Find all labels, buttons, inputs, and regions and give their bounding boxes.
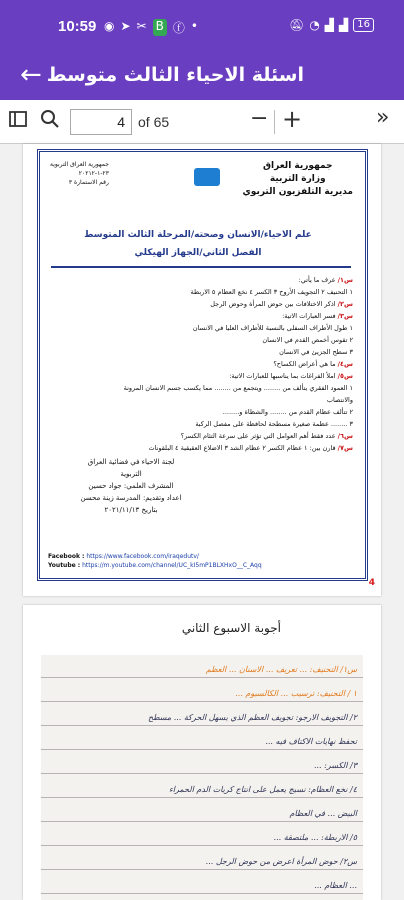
header-right-line: وزارة التربية (269, 174, 326, 184)
expand-toolbar-button[interactable]: » (376, 105, 390, 130)
notebook-line (41, 821, 363, 822)
status-time: 10:59 (58, 18, 97, 35)
signal-icon: ▟ (324, 18, 335, 32)
question-list (43, 274, 353, 454)
subject-title-block (43, 226, 353, 262)
toolbar-divider (274, 110, 275, 134)
handwriting-line: ... العظام ... (314, 881, 357, 890)
signature-line: اعداد وتقديم: المدرسة زينة محسن (80, 494, 182, 502)
page-number-input[interactable] (70, 109, 132, 135)
answers-heading: أجوبة الاسبوع الثاني (181, 621, 281, 635)
notebook-line (41, 701, 363, 702)
search-icon[interactable] (40, 109, 60, 134)
notebook-line (41, 893, 363, 894)
header-left (50, 160, 109, 187)
header-left-line: رقم الاستمارة ٣ (68, 179, 109, 186)
status-bar (0, 0, 404, 54)
list-item: س٢/ اذكر الاختلافات بين حوض المرأة وحوض الرجل (210, 300, 353, 308)
battery-icon (353, 18, 374, 32)
scissors-icon: ✂ (136, 19, 147, 33)
signature-line: المشرف العلمي: جواد حسين (88, 482, 174, 490)
battery-level: 16 (357, 19, 370, 30)
whatsapp-icon: ◉ (104, 19, 115, 33)
notebook-line (41, 677, 363, 678)
app-badge-icon: B (153, 19, 167, 36)
notebook-line (41, 725, 363, 726)
list-item: ١ العمود الفقري يتألف من ........ ويتجمع من ........ مما يكسب جسم الانسان المرونة (123, 384, 353, 392)
notebook-line (41, 869, 363, 870)
wifi-icon: ◔ (309, 18, 320, 32)
handwritten-notebook-photo (41, 655, 363, 900)
ministry-logo (194, 168, 220, 186)
zoom-in-button[interactable]: + (282, 105, 303, 133)
pdf-page-4[interactable] (23, 144, 381, 596)
signature-block (61, 456, 201, 516)
youtube-label: Youtube : (48, 562, 81, 569)
document-border (37, 149, 368, 581)
header-right (243, 160, 353, 199)
notebook-line (41, 749, 363, 750)
list-item: والانتصاب (326, 396, 353, 404)
signal-icon-2: ▟ (339, 18, 349, 32)
handwriting-line: ١ / التحنيف: ترسيب ... الكالسيوم ... (235, 689, 357, 698)
notebook-line (41, 845, 363, 846)
list-item: ١ التحنيف ٢ التجويف الأروح ٣ الكسر ٤ نخع العظام ٥ الاربطة (190, 288, 353, 296)
list-item: ٣ سطح الجزيئ في الانسان (279, 348, 353, 356)
facebook-icon: ⓕ (172, 21, 185, 35)
list-item: س٦/ عدد فقط أهم العوامل التي تؤثر على سرعة التئام الكسر؟ (180, 432, 353, 440)
handwriting-line: ٢/ التجويف الارجو: تجويف العظم الذي يسهل الحركة ... مسطح (148, 713, 357, 722)
handwriting-line: البيض ... في العظام (289, 809, 357, 818)
notebook-line (41, 773, 363, 774)
list-item: س٣/ فسر العبارات الاتية: (282, 312, 353, 320)
page-total: of 65 (138, 114, 170, 130)
notebook-line (41, 797, 363, 798)
zoom-out-button[interactable]: − (250, 106, 269, 131)
social-links (48, 552, 262, 570)
handwriting-line: تحفظ نهايات الاكتاف فيه ... (265, 737, 357, 746)
list-item: ١ طول الأطراف السفلى بالنسبة للأطراف العليا في الانسان (192, 324, 353, 332)
chapter-title: الفصل الثاني/الجهاز الهيكلي (134, 248, 262, 258)
pdf-page-5[interactable] (23, 605, 381, 900)
signature-line: لجنة الاحياء في فضائية العراق (87, 458, 175, 466)
handwriting-line: س١/ التحنيف: ... تعريف ... الاسنان ... العظم (205, 665, 357, 674)
app-title: اسئلة الاحياء الثالث متوسط (46, 64, 304, 86)
handwriting-line: ٤/ نخع العظام: نسيج يعمل على انتاج كريات الدم الحمراء (168, 785, 357, 794)
mute-icon: 🔕︎ (289, 18, 305, 32)
document-content (44, 156, 361, 574)
list-item: ٢ تتألف عظام القدم من ........ والشظاة و........ (222, 408, 353, 416)
arrow-back-icon[interactable]: ← (20, 60, 42, 90)
document-page-number: 4 (368, 578, 375, 588)
header-right-line: مديرية التلفزيون التربوي (242, 187, 353, 197)
dot-icon: • (190, 19, 198, 33)
handwriting-line: س٢/ حوض المرأة اعرض من حوض الرجل ... (205, 857, 357, 866)
facebook-link[interactable]: https://www.facebook.com/iraqedutv/ (86, 553, 199, 560)
handwriting-line: ٣/ الكسر: ... (313, 761, 357, 770)
list-item: س٤/ ما هي أعراض الكساح؟ (273, 360, 353, 368)
pdf-toolbar (0, 100, 404, 144)
signature-line: بتاريخ ٢٠٢١/١١/١٣ (104, 506, 158, 514)
signature-line: التربوية (120, 470, 142, 478)
list-item: س٧/ قارن بين: ١ عظام الكسر ٢ عظام الشد ٣ الاضلاع العقيقية ٤ البلقونات (148, 444, 353, 452)
app-bar (0, 54, 404, 100)
header-right-line: جمهورية العراق (263, 161, 333, 171)
list-item: ٣ ........ عظمة صغيرة مسطحة لحافظة على مفصل الركبة (195, 420, 353, 428)
header-left-line: ٢٣-١-٢٠٢١٢ (78, 170, 109, 177)
status-left-icons (104, 19, 198, 36)
telegram-icon: ➤ (120, 19, 131, 33)
subject-title: علم الاحياء/الانسان وصحته/المرحلة الثالث المتوسط (84, 230, 312, 240)
youtube-link[interactable]: https://m.youtube.com/channel/UC_kI5mP1BLXHxO__C_Aqq (82, 562, 262, 569)
title-divider (51, 266, 351, 268)
status-right-icons (289, 18, 374, 32)
header-left-line: جمهورية العراق التربوية (50, 161, 109, 168)
list-item: س١/ عرف ما يأتي: (298, 276, 353, 284)
handwriting-line: ٥/ الاربطة: ... ملتصقة ... (273, 833, 357, 842)
list-item: س٥/ املأ الفراغات بما يناسبها للعبارات الاتية: (229, 372, 353, 380)
list-item: ٢ تقوس أخمص القدم في الانسان (262, 336, 353, 344)
facebook-label: Facebook : (48, 553, 85, 560)
sidebar-toggle-icon[interactable] (8, 109, 28, 134)
